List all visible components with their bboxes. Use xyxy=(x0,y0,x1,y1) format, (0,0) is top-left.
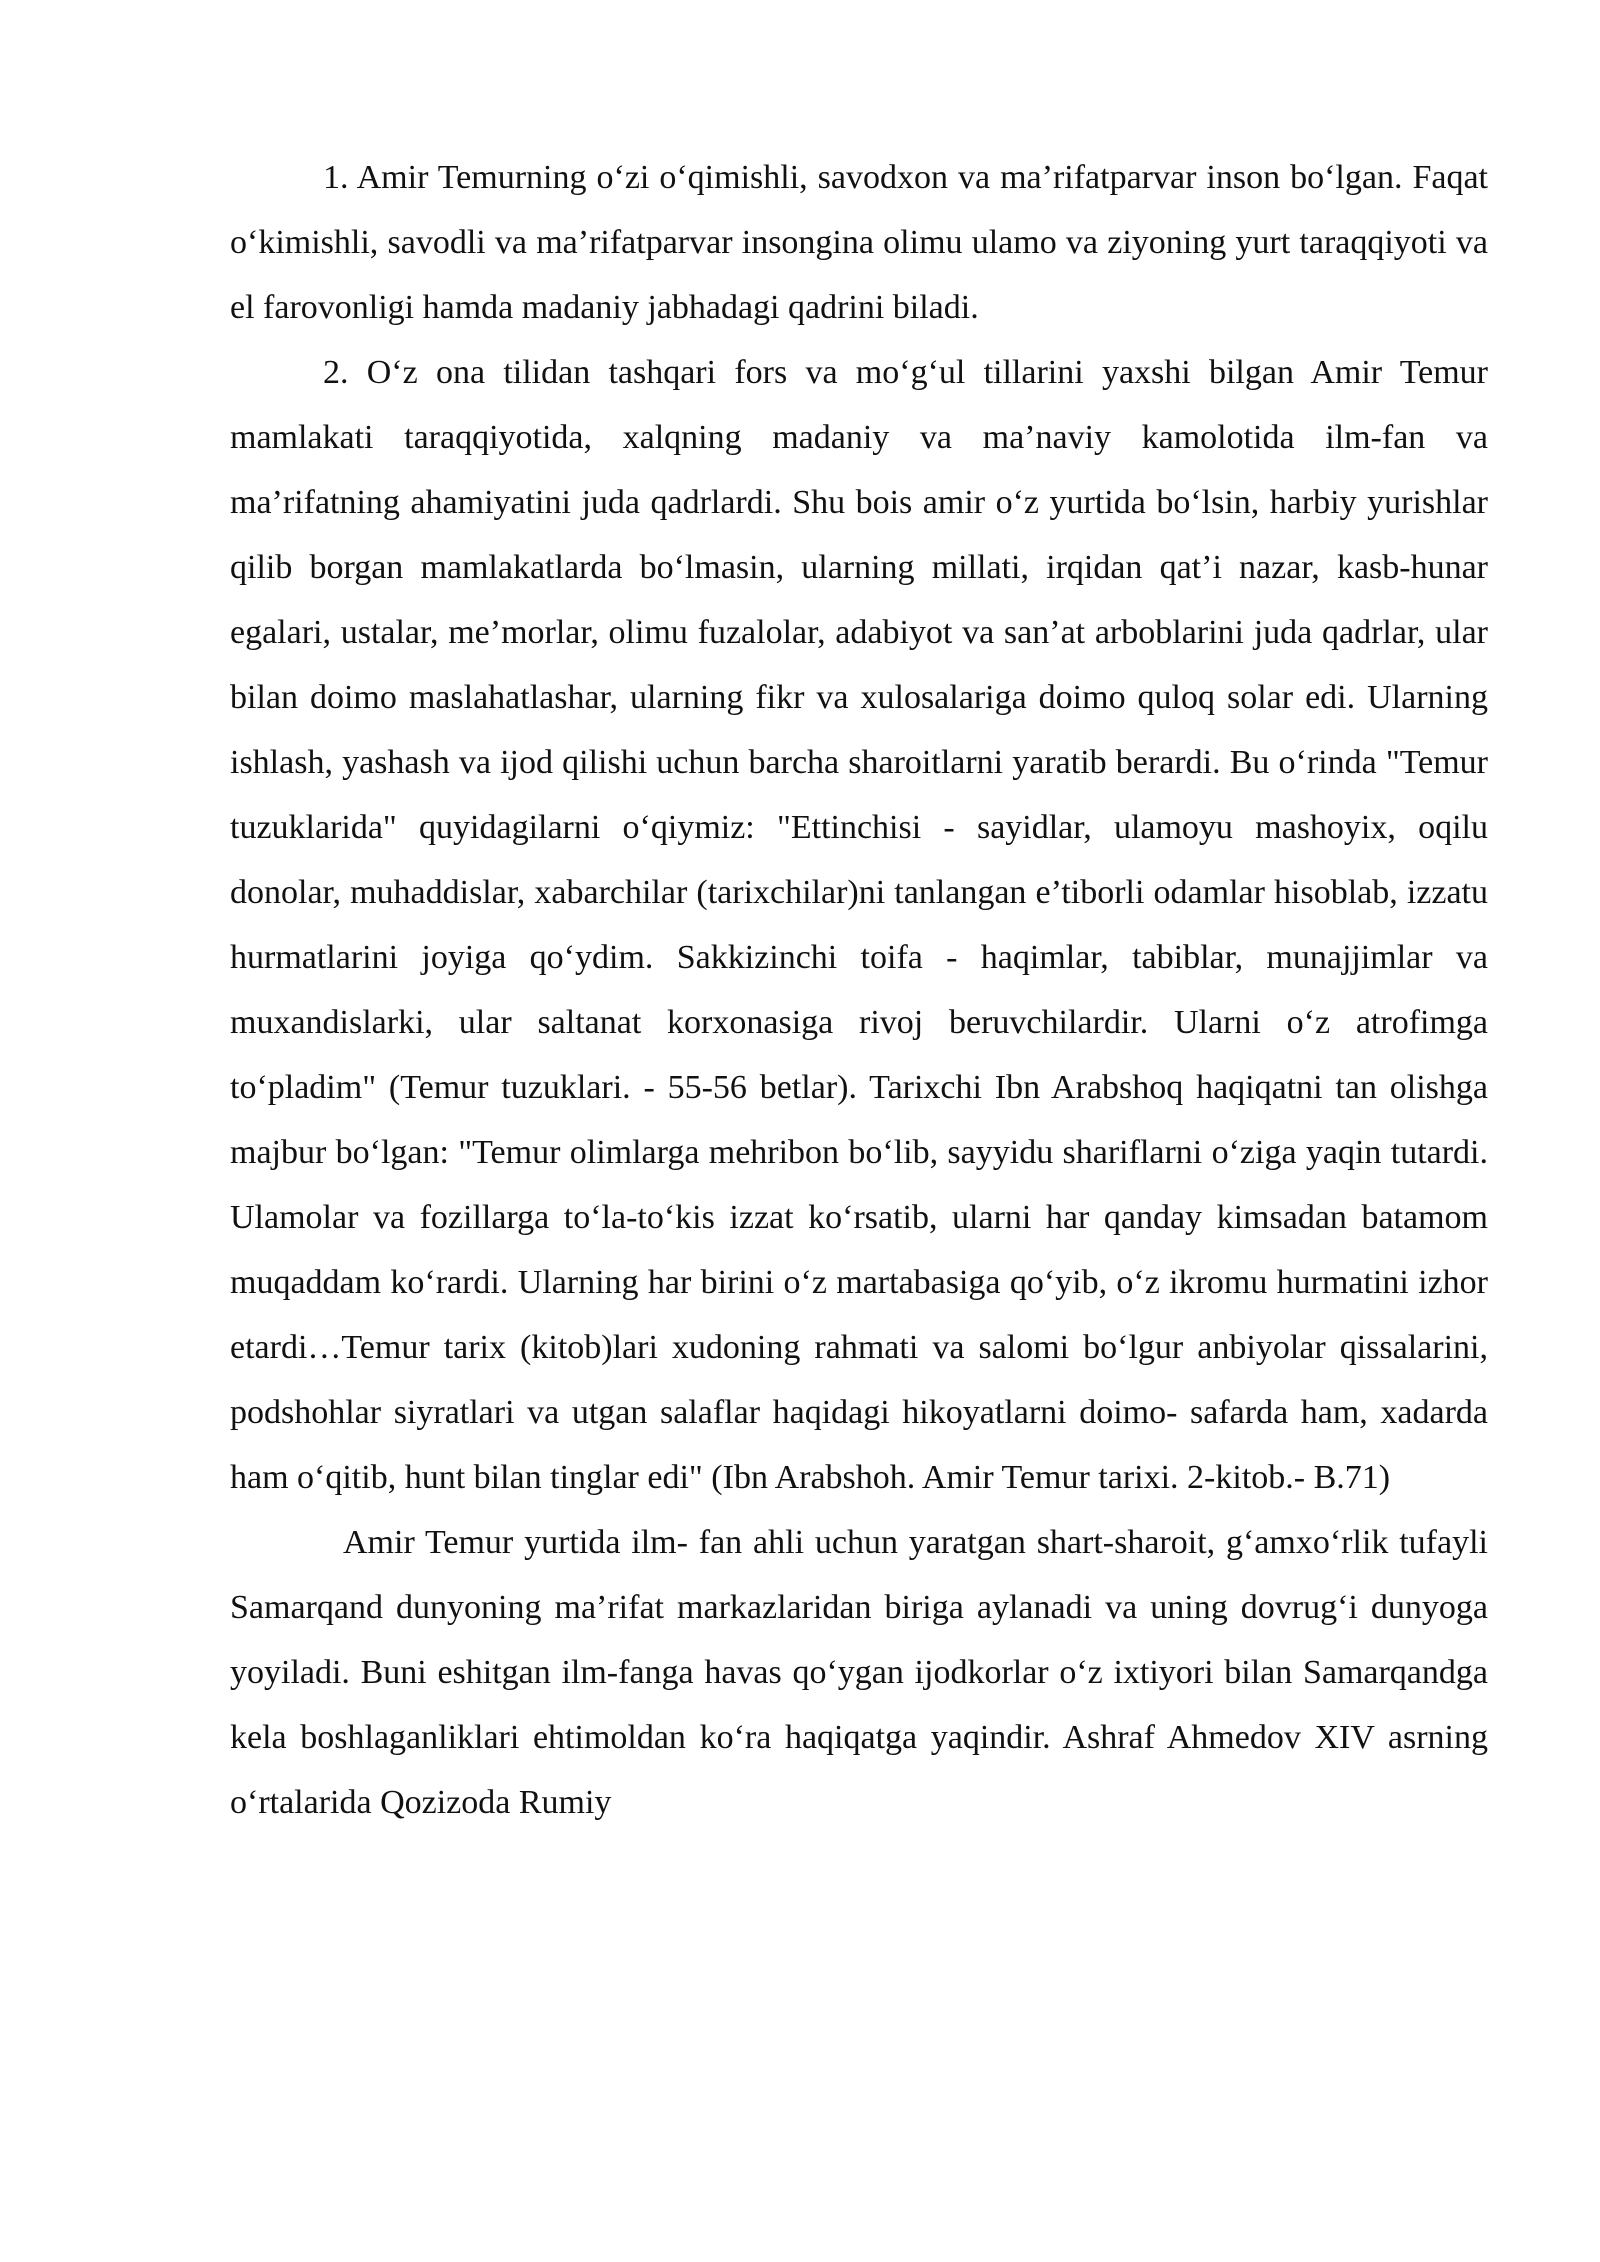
paragraph-3: Amir Temur yurtida ilm- fan ahli uchun yaratgan shart-sharoit, g‘amxo‘rlik tufayli Samarqand dunyoning ma’rifat markazlaridan biriga aylanadi va uning dovrug‘i dunyoga yoyiladi. Buni eshitgan ilm-fanga havas qo‘ygan ijodkorlar o‘z ixtiyori bilan Samarqandga kela boshlaganliklari ehtimoldan ko‘ra haqiqatga yaqindir. Ashraf Ahmedov XIV asrning o‘rtalarida Qozizoda Rumiy xyxy=(230,1524,1488,1821)
paragraph-1: 1. Amir Temurning o‘zi o‘qimishli, savodxon va ma’rifatparvar inson bo‘lgan. Faqat o‘kimishli, savodli va ma’rifatparvar insongina olimu ulamo va ziyoning yurt taraqqiyoti va el farovonligi hamda madaniy jabhadagi qadrini biladi. xyxy=(230,159,1488,326)
body-text xyxy=(230,145,1488,1835)
paragraph-2: 2. O‘z ona tilidan tashqari fors va mo‘g‘ul tillarini yaxshi bilgan Amir Temur mamlakati taraqqiyotida, xalqning madaniy va ma’naviy kamolotida ilm-fan va ma’rifatning ahamiyatini juda qadrlardi. Shu bois amir o‘z yurtida bo‘lsin, harbiy yurishlar qilib borgan mamlakatlarda bo‘lmasin, ularning millati, irqidan qat’i nazar, kasb-hunar egalari, ustalar, me’morlar, olimu fuzalolar, adabiyot va san’at arboblarini juda qadrlar, ular bilan doimo maslahatlashar, ularning fikr va xulosalariga doimo quloq solar edi. Ularning ishlash, yashash va ijod qilishi uchun barcha sharoitlarni yaratib berardi. Bu o‘rinda "Temur tuzuklarida" quyidagilarni o‘qiymiz: "Ettinchisi - sayidlar, ulamoyu mashoyix, oqilu donolar, muhaddislar, xabarchilar (tarixchilar)ni tanlangan e’tiborli odamlar hisoblab, izzatu hurmatlarini joyiga qo‘ydim. Sakkizinchi toifa - haqimlar, tabiblar, munajjimlar va muxandislarki, ular saltanat korxonasiga rivoj beruvchilardir. Ularni o‘z atrofimga to‘pladim" (Temur tuzuklari. - 55-56 betlar). Tarixchi Ibn Arabshoq haqiqatni tan olishga majbur bo‘lgan: "Temur olimlarga mehribon bo‘lib, sayyidu shariflarni o‘ziga yaqin tutardi. Ulamolar va fozillarga to‘la-to‘kis izzat ko‘rsatib, ularni har qanday kimsadan batamom muqaddam ko‘rardi. Ularning har birini o‘z martabasiga qo‘yib, o‘z ikromu hurmatini izhor etardi…Temur tarix (kitob)lari xudoning rahmati va salomi bo‘lgur anbiyolar qissalarini, podshohlar siyratlari va utgan salaflar haqidagi hikoyatlarni doimo- safarda ham, xadarda ham o‘qitib, hunt bilan tinglar edi" (Ibn Arabshoh. Amir Temur tarixi. 2-kitob.- B.71) xyxy=(230,354,1488,1496)
